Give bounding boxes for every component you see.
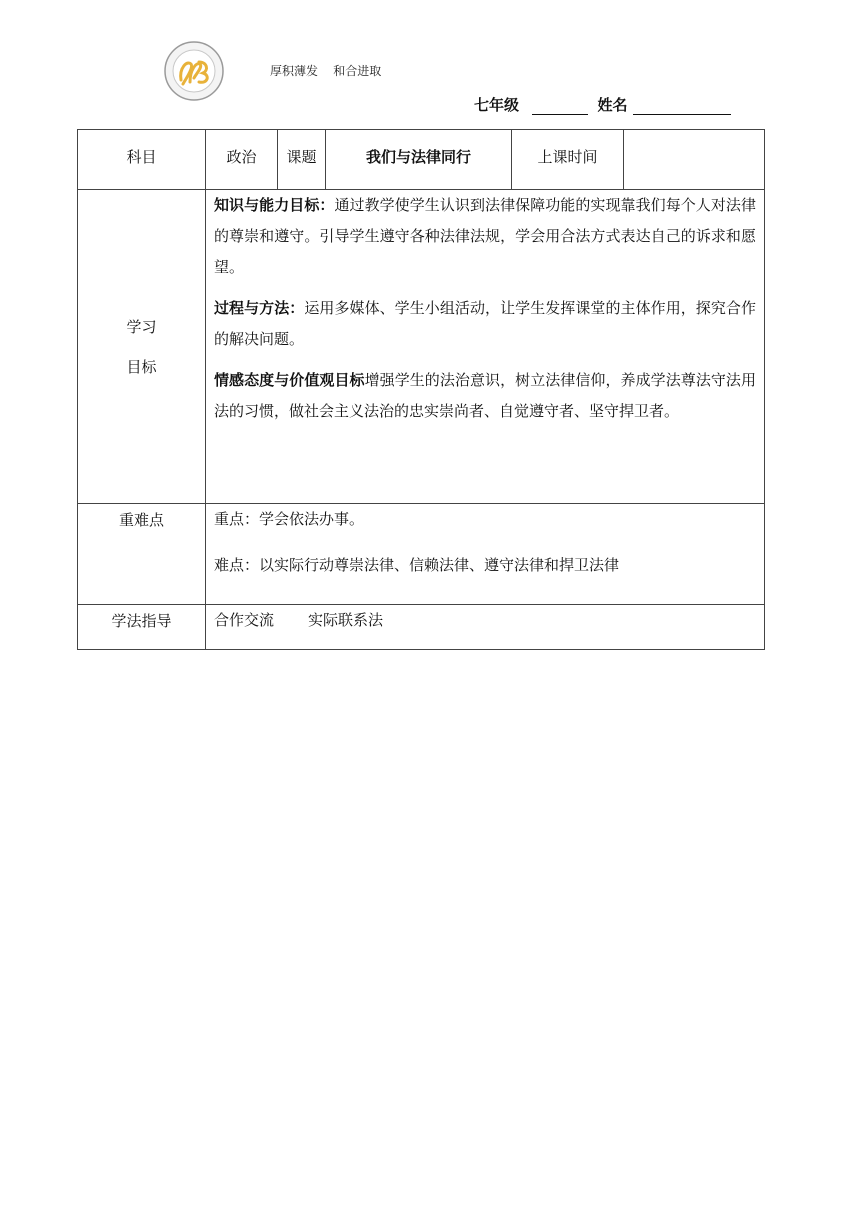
class-time-value-cell	[624, 130, 765, 190]
table-row	[78, 504, 765, 605]
key-point-text: 重点：学会依法办事。	[214, 510, 365, 528]
study-method-item: 合作交流	[214, 611, 275, 629]
table-row	[78, 130, 765, 190]
knowledge-goal-title: 知识与能力目标：	[214, 196, 335, 214]
topic-value-cell: 我们与法律同行	[326, 130, 512, 190]
emotion-goal-title: 情感态度与价值观目标	[214, 371, 365, 389]
knowledge-goal-text: 通过教学使学生认识到法律保障功能的实现靠我们每个人对法律的尊崇和遵守。引导学生遵守各种法律法规，学会用合法方式表达自己的诉求和愿望。	[214, 196, 756, 276]
study-method-label-cell: 学法指导	[78, 605, 206, 650]
grade-name-line	[474, 94, 731, 115]
process-goal-paragraph	[214, 293, 756, 355]
learning-goals-content-cell	[206, 190, 765, 504]
school-logo	[163, 40, 225, 102]
difficult-point-text: 难点：以实际行动尊崇法律、信赖法律、遵守法律和捍卫法律	[214, 556, 620, 574]
lesson-plan-table	[77, 129, 765, 650]
topic-label-cell: 课题	[278, 130, 326, 190]
key-points-content-cell	[206, 504, 765, 605]
name-blank	[633, 98, 731, 115]
process-goal-text: 运用多媒体、学生小组活动，让学生发挥课堂的主体作用，探究合作的解决问题。	[214, 299, 756, 348]
subject-label-cell: 科目	[78, 130, 206, 190]
table-row	[78, 605, 765, 650]
key-points-label-cell: 重难点	[78, 504, 206, 605]
class-blank	[532, 98, 588, 115]
subject-value-cell: 政治	[206, 130, 278, 190]
grade-label: 七年级	[474, 96, 520, 114]
process-goal-title: 过程与方法：	[214, 299, 305, 317]
emotion-goal-text: 增强学生的法治意识，树立法律信仰，养成学法尊法守法用法的习惯，做社会主义法治的忠实崇尚者、自觉遵守者、坚守捍卫者。	[214, 371, 756, 420]
table-row	[78, 190, 765, 504]
class-time-label-cell: 上课时间	[512, 130, 624, 190]
learning-goals-label-line2: 目标	[126, 357, 157, 376]
school-motto: 厚积薄发 和合进取	[270, 64, 382, 78]
emotion-goal-paragraph	[214, 365, 756, 427]
learning-goals-label-line1: 学习	[126, 317, 157, 336]
study-method-content-cell	[206, 605, 765, 650]
learning-goals-label-cell	[78, 190, 206, 504]
study-method-item: 实际联系法	[308, 611, 384, 629]
name-label: 姓名	[597, 96, 628, 114]
knowledge-goal-paragraph	[214, 190, 756, 283]
